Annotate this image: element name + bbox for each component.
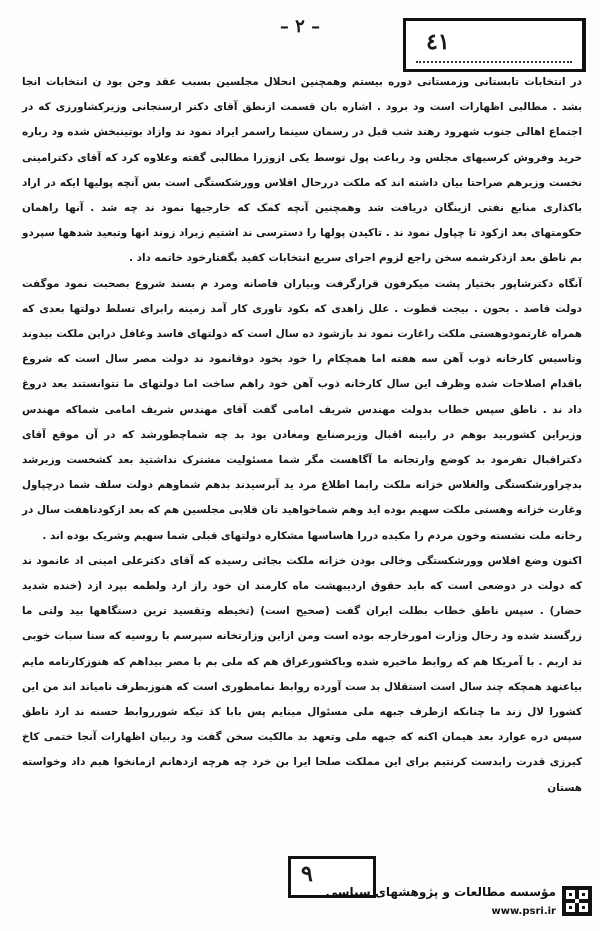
archive-stamp-top: [403, 18, 586, 72]
institute-watermark: [325, 880, 596, 926]
institute-url: www.psri.ir: [491, 906, 556, 917]
archive-stamp-bottom-number: ٩: [301, 861, 313, 887]
document-body: [22, 70, 582, 801]
archive-stamp-number: ٤١: [426, 29, 450, 55]
paragraph-3: اکنون وضع افلاس وورشکستگی وخالی بودن خزانه ملکت بجائی رسیده که آقای دکترعلی امینی اد عانمود ند که دولت در دوضعی است که باید حقوق اردیبهشت ماه کارمند ان خود راز ارد ولطمه بپرد ازد (خنده شدید حضار) . سپس ناطق خطاب بطلت ایران گفت (صحیح است) (تخیطه وتقسید ترین دستگاهها بید ولتی ما زرگسند شده ود رحال وزارت امورخارجه بوده است ومن ازاین وزارتخانه سپرسم با روسیه که سنا سبات خوبی ند اربم . با آمریکا هم که روابط ماخیره شده وباکشورعراق هم که ملی بم با مصر بیداهم که هنوزکارنامه مایم بیاعنهد همچکه چند سال است استقلال بد ست آورده روابط نمامطوری است که هنوزبطرف نامیاند اند من این کشورا لال زند ما چنانکه ازطرف جبهه ملی مسئوال مینایم پس بابا کذ تیکه شورروابط حسنه ند ارد ناطق سپس دره عوارد بعد هیمان اکنه که جبهه ملی وتعهد بد مالکیت سخن گفت ود ربیان اظهارات آنجا ختمی کاخ کیرزی قدرت رابدست کرنتیم برای این مملکت صلحا ایرا بن خرد چه هرچه ازدهانم ازمانخوا هیم داد وخواسته هستان: [22, 554, 582, 794]
institute-name: مؤسسه مطالعات و پژوهشهای سیاسی: [325, 885, 556, 899]
page-number: – ٢ –: [279, 16, 321, 37]
paragraph-1: در انتخابات تابستانی وزمستانی دوره بیستم وهمچنین انحلال مجلسین بسبب عقد وجن بود ن انتخابات انجا بشد . مطالبی اظهارات است ود برود . اشاره بان قسمت ازنطق آقای دکتر ارسنجانی وزیرکشاورزی که در اجتماع اهالی جنوب شهرود رهند شب قبل در رسمان سینما راسمر ایراد نمود ند وازاد بوتینبخش شده ود رباره خرید وفروش کرسیهای مجلس ود رباعت پول توسط یکی ازوزرا مطالبی گفته وعلاوه کرد که آقای دکترامینی نخست وزیرهم صراحتا بیان داشته اند که ملکت دررحال افلاس وورشکستگی است بس آنچه پولیها ایکه در اراد باکذاری منابع نفتی ازینگان دریافت شد وهمچنین آنچه کمک که خارجیها نمود ند چه شد . آنها راهمان حکومتهای بعد ازکود تا چپاول نمود ند . تاکیدن پولها را دسترسی ند اشتیم زبراد زوند انها وتبعید شدهها سپردو بم ناطق بعد ازذکرشمه سخن راجع لزوم اجرای سریع انتخابات کفید بگفتارخود خاتمه داد .: [22, 76, 582, 265]
stamp-divider: [416, 58, 572, 63]
paragraph-2: آنگاه دکترشاپور بختیار پشت میکرفون قرارگرفت وبیاران فاصانه ومرد م بسند شروع بصحبت نمود موگفت دولت قاصد . بحون . بیجت قطوت . علل زاهدی که بکود تاوری کار آمد زمینه رابرای تسلط دولتها بعدی که همراه غارتمودوهستی ملکت راغارت نمود ند بازشود ده سال است که دولتهای فاسد وغافل دراین ملکت بیدوند وتاسیس کارخانه ذوب آهن سه هفته اما همچکام را خود بخود دوقانمود ند دولت مصر سال است که شروع باقدام اصلاحات شده وظرف این سال کارخانه ذوب آهن خود راهم ساخت اما دولتهای ما نتوانستند بعد دروغ داد ند . ناطق سپس خطاب بدولت مهندس شریف امامی گفت آقای مهندس شریف امامی شماکه مهندس وزیراین کشوربید بوهم در رابینه اقبال وزیرصنایع ومعادن بود بد چه شماچطورشد که در آن موقع آقای دکتراقبال تفرمود بد کوضع وارتجانه ما آگاهست مگر شما مسئولیت مشترک نداشتید بعد کشخست وزیرشد بدچراورشکستگی والغلاس خزانه ملکت رابما اطلاع مرد ید آبرسیدند بدهم شماوهم دولت سلف شما درچپاول وغارت خزانه وهستی ملکت سهیم بوده اید وهم شماخواهید تان قلابی مجلسین هم که بعد ازکودتاهفت سال در رخانه ملت نشسته وخون مردم را مکیده دررا هاساسها مشکاره دولتهای قبلی شما سهیم وشریک بوده اند .: [22, 277, 582, 542]
psri-logo-icon: [562, 886, 592, 916]
